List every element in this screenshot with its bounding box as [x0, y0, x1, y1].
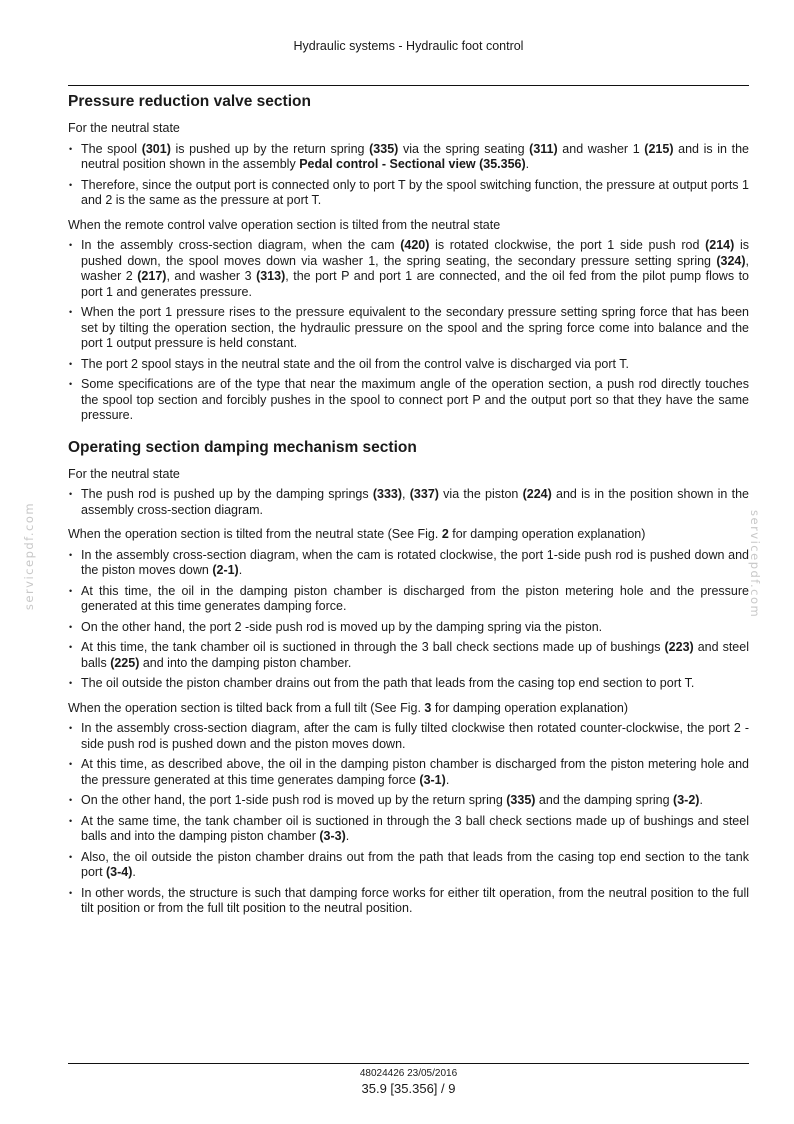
- text-run: .: [445, 772, 450, 787]
- text-run: At this time, the oil in the damping piston chamber is discharged from the piston metering hole and the pressure generated at this time generates damping force.: [81, 583, 749, 613]
- page-header: Hydraulic systems - Hydraulic foot control: [293, 39, 524, 53]
- page-number: 35.9 [35.356] / 9: [361, 1081, 456, 1096]
- bullet-item: [68, 377, 749, 424]
- reference-number: (324): [716, 253, 746, 268]
- text-run: When the port 1 pressure rises to the pressure equivalent to the secondary pressure setting spring force that has been set by tilting the operation section, the hydraulic pressure on the spool and the spring force come into balance and the port 1 output pressure is held constant.: [81, 305, 749, 350]
- text-run: is pushed up by the return spring: [170, 141, 370, 156]
- text-run: and steel balls: [81, 640, 749, 670]
- text-run: The port 2 spool stays in the neutral state and the oil from the control valve is discharged via port T.: [81, 356, 629, 371]
- reference-number: (2-1): [212, 563, 239, 577]
- reference-number: (3-1): [419, 772, 446, 787]
- reference-number: (3-4): [106, 865, 133, 879]
- bullet-item: [68, 548, 749, 579]
- bullet-item: [68, 640, 749, 671]
- reference-number: 3: [424, 700, 432, 715]
- text-run: On the other hand, the port 1-side push rod is moved up by the return spring: [81, 793, 507, 807]
- text-run: , the port P and port 1 are connected, and the oil fed from the pilot pump flows to port 1 and generates pressure.: [81, 269, 750, 299]
- bullet-item: [68, 238, 749, 300]
- text-run: The push rod is pushed up by the damping springs: [81, 487, 373, 501]
- text-run: The oil outside the piston chamber drains out from the path that leads from the casing top end section to port T.: [81, 676, 695, 690]
- footer-rule: [68, 1063, 749, 1064]
- bullet-item: [68, 305, 749, 352]
- bullet-item: [68, 793, 749, 809]
- section-heading: Pressure reduction valve section: [68, 93, 311, 110]
- reference-number: (215): [644, 141, 674, 156]
- text-run: and is in the neutral position shown in the assembly: [81, 141, 749, 171]
- reference-number: (337): [409, 487, 439, 501]
- reference-number: (224): [522, 487, 552, 501]
- text-run: for damping operation explanation): [448, 527, 646, 541]
- text-run: Also, the oil outside the piston chamber drains out from the path that leads from the casing top end section to the tank port: [81, 849, 749, 879]
- bullet-item: [68, 814, 749, 845]
- text-run: and into the damping piston chamber.: [139, 655, 352, 670]
- reference-number: (335): [506, 793, 536, 807]
- bullet-item: [68, 886, 749, 917]
- text-run: for damping operation explanation): [431, 700, 629, 715]
- bullet-item: [68, 487, 749, 518]
- reference-number: (333): [372, 487, 403, 501]
- text-run: and washer 1: [557, 141, 645, 156]
- reference-number: (223): [664, 640, 694, 654]
- bullet-item: [68, 178, 749, 209]
- bullet-item: [68, 721, 749, 752]
- reference-number: (313): [256, 269, 286, 283]
- reference-number: (301): [141, 141, 171, 156]
- reference-number: (311): [529, 141, 558, 156]
- bullet-item: [68, 757, 749, 788]
- bullet-item: [68, 357, 749, 373]
- text-run: is rotated clockwise, the port 1 side push rod: [429, 238, 706, 252]
- text-run: .: [699, 793, 703, 807]
- reference-number: (217): [137, 269, 167, 283]
- watermark-left: servicepdf.com: [22, 501, 36, 611]
- text-run: .: [132, 865, 136, 879]
- bullet-item: [68, 584, 749, 615]
- text-run: At this time, as described above, the oil in the damping piston chamber is discharged from the piston metering hole and the pressure generated at this time generates damping force: [81, 757, 749, 787]
- text-run: .: [525, 157, 530, 171]
- text-run: .: [238, 563, 243, 577]
- reference-number: (3-3): [319, 829, 346, 843]
- bullet-list: [68, 142, 749, 209]
- condition-intro: For the neutral state: [68, 121, 180, 135]
- bullet-item: [68, 142, 749, 173]
- bullet-item: [68, 850, 749, 881]
- reference-number: (3-2): [673, 793, 700, 807]
- text-run: .: [345, 829, 350, 843]
- document-code: 48024426 23/05/2016: [359, 1068, 458, 1079]
- condition-intro: [68, 701, 749, 717]
- reference-number: (214): [705, 238, 735, 252]
- text-run: ,: [402, 487, 410, 501]
- bullet-list: [68, 238, 749, 424]
- condition-intro: For the neutral state: [68, 466, 180, 481]
- text-run: In the assembly cross-section diagram, after the cam is fully tilted clockwise then rotated counter-clockwise, the port 2 -side push rod is pushed down and the piston moves down.: [81, 721, 749, 751]
- bullet-list: [68, 721, 749, 917]
- text-run: On the other hand, the port 2 -side push rod is moved up by the damping spring via the piston.: [81, 619, 603, 634]
- text-run: In other words, the structure is such that damping force works for either tilt operation, from the neutral position to the full tilt position or from the full tilt position to the neutral position.: [81, 885, 749, 915]
- reference-number: (225): [110, 655, 140, 670]
- bullet-item: [68, 620, 749, 636]
- condition-intro: When the remote control valve operation section is tilted from the neutral state: [68, 217, 501, 232]
- bullet-list: [68, 548, 749, 692]
- text-run: via the piston: [438, 487, 523, 501]
- text-run: At the same time, the tank chamber oil is suctioned in through the 3 ball check sections made up of bushings and steel balls and into the damping piston chamber: [81, 813, 749, 843]
- text-run: Therefore, since the output port is connected only to port T by the spool switching function, the pressure at output ports 1 and 2 is the same as the pressure at port T.: [81, 177, 749, 207]
- condition-intro: [68, 527, 749, 543]
- text-run: In the assembly cross-section diagram, when the cam: [81, 238, 401, 252]
- bullet-item: [68, 676, 749, 692]
- reference-number: (420): [400, 238, 430, 252]
- text-run: and is in the position shown in the assembly cross-section diagram.: [81, 487, 749, 517]
- text-run: , and washer 3: [166, 269, 257, 283]
- text-run: Some specifications are of the type that near the maximum angle of the operation section, a push rod directly touches the spool top section and forcibly pushes in the spool to connect port P and the output port so that they have the same pressure.: [81, 377, 749, 422]
- text-run: In the assembly cross-section diagram, when the cam is rotated clockwise, the port 1-side push rod is pushed down and the piston moves down: [81, 547, 749, 577]
- document-body: [68, 92, 749, 917]
- text-run: via the spring seating: [398, 141, 530, 156]
- text-run: , washer 2: [81, 253, 749, 283]
- section-heading: Operating section damping mechanism section: [68, 438, 417, 456]
- text-run: is pushed down, the spool moves down via washer 1, the spring seating, the secondary pressure setting spring: [81, 238, 749, 268]
- text-run: When the operation section is tilted from the neutral state (See Fig.: [68, 527, 442, 541]
- text-run: The spool: [81, 141, 142, 156]
- reference-number: Pedal control - Sectional view (35.356): [299, 157, 526, 171]
- text-run: At this time, the tank chamber oil is suctioned in through the 3 ball check sections made up of bushings: [81, 640, 665, 654]
- text-run: When the operation section is tilted back from a full tilt (See Fig.: [68, 700, 425, 715]
- header-rule: [68, 85, 749, 86]
- reference-number: 2: [441, 527, 449, 541]
- watermark-right: servicepdf.com: [748, 510, 762, 619]
- text-run: and the damping spring: [535, 793, 674, 807]
- bullet-list: [68, 487, 749, 518]
- reference-number: (335): [369, 141, 399, 156]
